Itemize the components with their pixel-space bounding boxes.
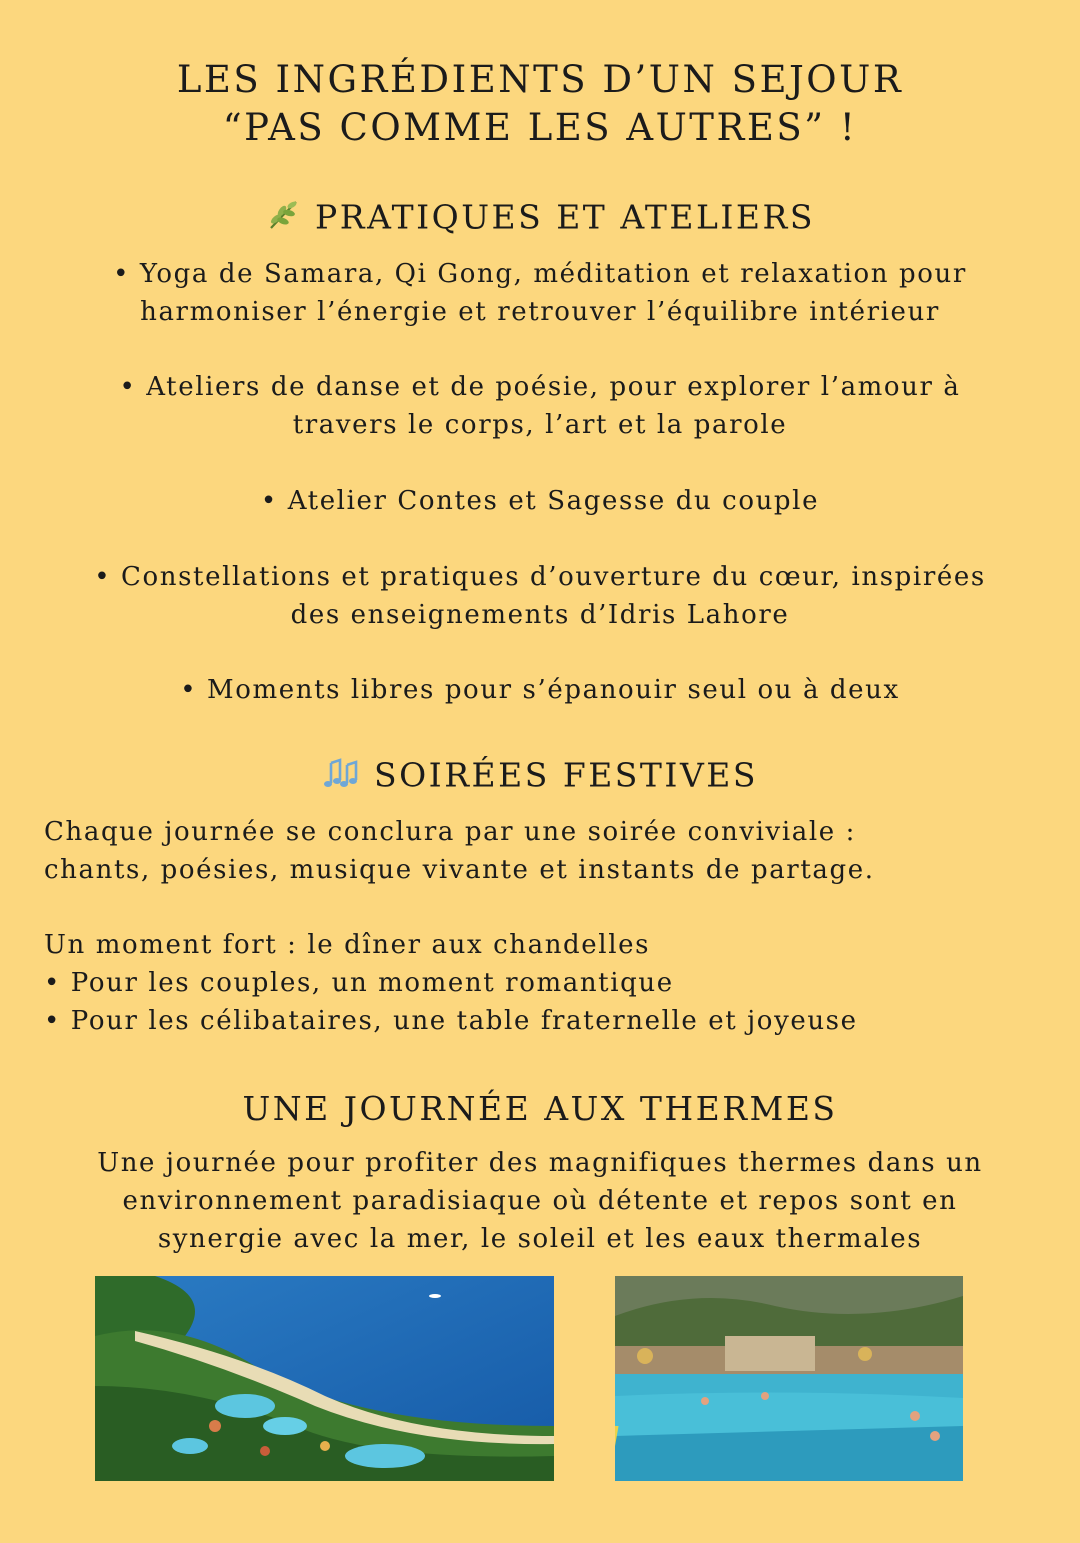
thermes-paragraph: Une journée pour profiter des magnifiques thermes dans un environnement paradisiaque où détente et repos sont en synergie avec la mer, le soleil et les eaux thermales	[97, 1148, 983, 1254]
heading-thermes	[0, 1089, 1080, 1129]
heading-thermes-text: UNE JOURNÉE AUX THERMES	[242, 1089, 838, 1128]
list-item-couples: • Pour les couples, un moment romantique	[44, 968, 674, 998]
herb-sprig-icon	[265, 197, 301, 242]
list-item-contes: • Atelier Contes et Sagesse du couple	[260, 486, 820, 516]
list-item-danse: • Ateliers de danse et de poésie, pour explorer l’amour à travers le corps, l’art et la parole	[119, 372, 961, 440]
heading-pratiques-text: PRATIQUES ET ATELIERS	[315, 197, 815, 237]
list-item-yoga: • Yoga de Samara, Qi Gong, méditation et relaxation pour harmoniser l’énergie et retrouver l’équilibre intérieur	[113, 259, 967, 327]
list-item-celibataires: • Pour les célibataires, une table fraternelle et joyeuse	[44, 1006, 858, 1036]
heading-pratiques	[0, 197, 1080, 242]
list-item-moments-libres: • Moments libres pour s’épanouir seul ou à deux	[180, 675, 900, 705]
page-title	[0, 56, 1080, 152]
heading-soirees-text: SOIRÉES FESTIVES	[374, 755, 758, 795]
music-notes-icon	[322, 755, 360, 800]
heading-soirees	[0, 755, 1080, 800]
list-item-constellations: • Constellations et pratiques d’ouverture du cœur, inspirées des enseignements d’Idris Lahore	[94, 562, 986, 630]
title-line-1: LES INGRÉDIENTS D’UN SEJOUR	[176, 58, 904, 101]
diner-intro: Un moment fort : le dîner aux chandelles	[44, 930, 651, 960]
thermes-aerial-photo	[95, 1276, 554, 1481]
thermes-pool-photo	[615, 1276, 963, 1481]
diner-paragraph	[44, 926, 1044, 1040]
title-line-2: “PAS COMME LES AUTRES” !	[222, 106, 858, 149]
soirees-paragraph: Chaque journée se conclura par une soirée conviviale : chants, poésies, musique vivante et instants de partage.	[44, 817, 875, 885]
